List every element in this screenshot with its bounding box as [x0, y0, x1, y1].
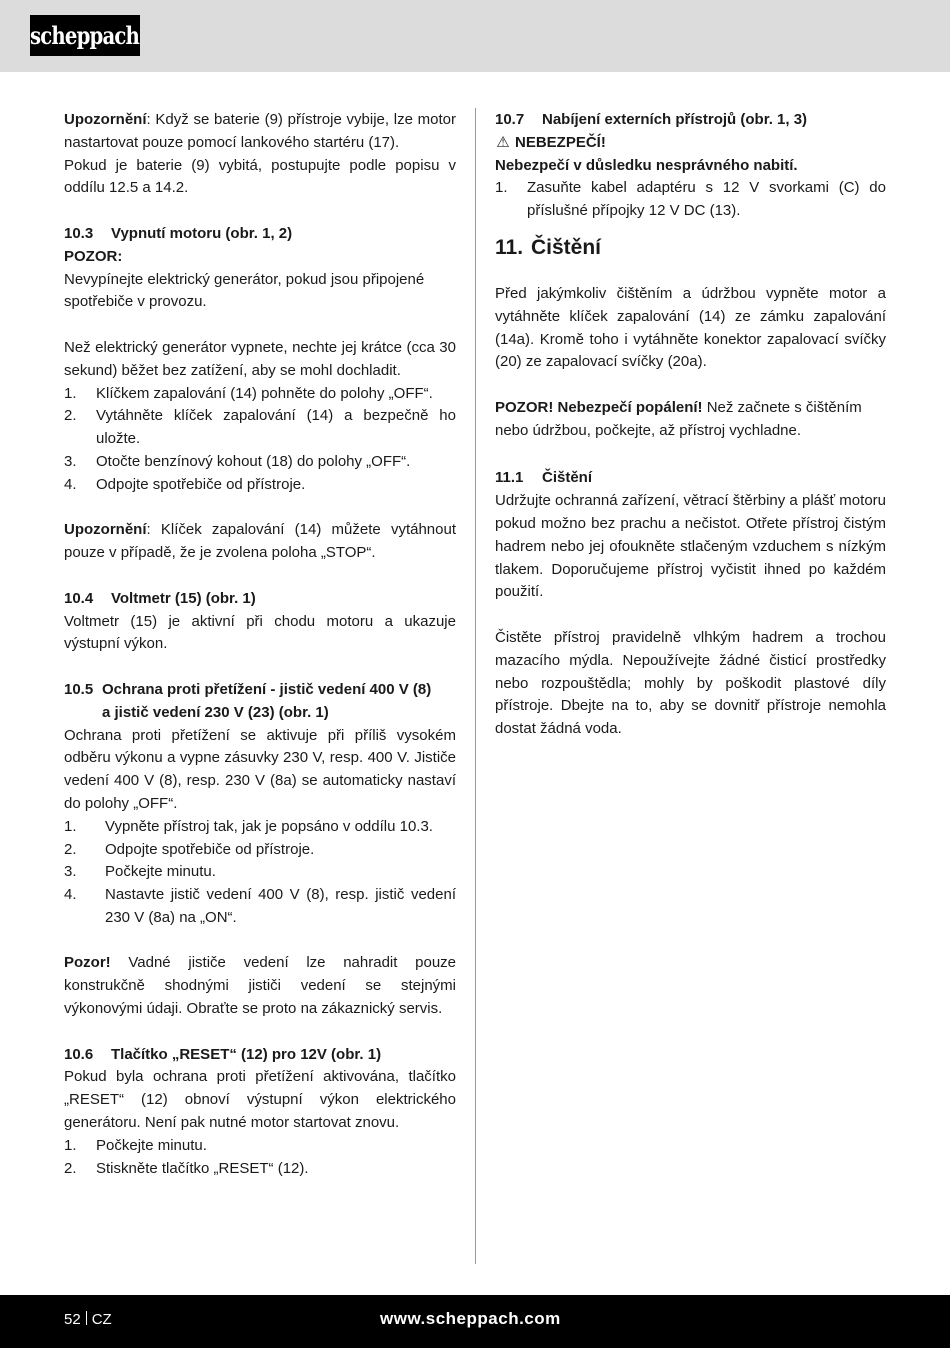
list-item: 1. Vypněte přístroj tak, jak je popsáno v oddílu 10.3.	[64, 817, 433, 835]
logo-text: scheppach	[30, 21, 140, 50]
section-heading-11-1: 11.1 Čištění	[495, 469, 593, 487]
column-divider	[475, 108, 476, 1264]
section-heading-10-5-line2: a jistič vedení 230 V (23) (obr. 1)	[102, 703, 329, 721]
section-heading-10-5: 10.5 Ochrana proti přetížení - jistič vedení 400 V (8)	[64, 680, 432, 698]
list-item: 2. Vytáhněte klíček zapalování (14) a bezpečně ho uložte.	[64, 407, 456, 448]
list-item: 4. Odpojte spotřebiče od přístroje.	[64, 475, 306, 493]
section-heading-10-6: 10.6 Tlačítko „RESET“ (12) pro 12V (obr. 1)	[64, 1045, 382, 1063]
danger-label: ⚠ NEBEZPEČÍ!	[495, 132, 886, 155]
steps-list-10-6	[64, 1135, 456, 1181]
right-column	[495, 109, 886, 741]
caution-burns: POZOR! Nebezpečí popálení! Než začnete s čištěním nebo údržbou, počkejte, až přístroj vychladne.	[495, 398, 862, 439]
section-heading-10-3: 10.3 Vypnutí motoru (obr. 1, 2)	[64, 224, 293, 242]
steps-list-10-7	[495, 177, 886, 223]
left-column	[64, 109, 456, 1180]
list-item: 3. Otočte benzínový kohout (18) do polohy „OFF“.	[64, 452, 411, 470]
paragraph: Než elektrický generátor vypnete, nechte jej krátce (cca 30 sekund) běžet bez zatížení, aby se mohl dochladit.	[64, 338, 456, 379]
list-item: 1. Klíčkem zapalování (14) pohněte do polohy „OFF“.	[64, 384, 433, 402]
steps-list-10-5	[64, 816, 456, 930]
paragraph: Pokud byla ochrana proti přetížení aktivována, tlačítko „RESET“ (12) obnoví výstupní výkon elektrického generátoru. Není pak nutné motor startovat znovu.	[64, 1068, 456, 1132]
paragraph: Udržujte ochranná zařízení, větrací štěrbiny a plášť motoru pokud možno bez prachu a nečistot. Otřete přístroj čistým hadrem nebo jej ofoukněte stlačeným vzduchem s nízkým tlakem. Doporučujeme přístroj vyčistit ihned po každém použití.	[495, 492, 886, 601]
paragraph: Voltmetr (15) je aktivní při chodu motoru a ukazuje výstupní výkon.	[64, 612, 456, 653]
page-header	[0, 0, 950, 72]
list-item: 1. Zasuňte kabel adaptéru s 12 V svorkami (C) do příslušné přípojky 12 V DC (13).	[495, 179, 886, 220]
steps-list-10-3	[64, 383, 456, 497]
list-item: 4. Nastavte jistič vedení 400 V (8), resp. jistič vedení 230 V (8a) na „ON“.	[64, 886, 456, 926]
paragraph: Ochrana proti přetížení se aktivuje při příliš vysokém odběru výkonu a vypne zásuvky 230 V, resp. 400 V. Jističe vedení 400 V (8), resp. 230 V (8a) se automaticky nastaví do polohy „OFF“.	[64, 726, 456, 812]
note-battery-2: Pokud je baterie (9) vybitá, postupujte podle popisu v oddílu 12.5 a 14.2.	[64, 156, 456, 197]
note-battery: Upozornění: Když se baterie (9) přístroje vybije, lze motor nastartovat pouze pomocí lankového startéru (17).	[64, 111, 456, 151]
note-ignition: Upozornění: Klíček zapalování (14) můžete vytáhnout pouze v případě, že je zvolena poloha „STOP“.	[64, 521, 456, 562]
list-item: 1. Počkejte minutu.	[64, 1136, 207, 1154]
section-heading-10-4: 10.4 Voltmetr (15) (obr. 1)	[64, 589, 256, 607]
section-heading-10-7: 10.7 Nabíjení externích přístrojů (obr. 1, 3)	[495, 111, 808, 128]
list-item: 2. Stiskněte tlačítko „RESET“ (12).	[64, 1159, 309, 1177]
warning-triangle-icon: ⚠	[496, 133, 510, 151]
paragraph: Před jakýmkoliv čištěním a údržbou vypněte motor a vytáhněte klíček zapalování (14) ze zámku zapalování (14a). Kromě toho i vytáhněte konektor zapalovací svíčky (20) ze zapalovací svíčky (20a).	[495, 284, 886, 371]
list-item: 3. Počkejte minutu.	[64, 863, 216, 881]
chapter-heading-11: 11. Čištění	[495, 235, 602, 259]
separator	[86, 1311, 87, 1325]
list-item: 2. Odpojte spotřebiče od přístroje.	[64, 840, 315, 858]
page-footer	[0, 1295, 950, 1348]
caution-breakers: Pozor! Vadné jističe vedení lze nahradit pouze konstrukčně shodnými jističi vedení se stejnými výkonovými údaji. Obraťte se proto na zákaznický servis.	[64, 954, 456, 1018]
page-number: 52 CZ	[64, 1311, 112, 1328]
caution-label: POZOR:	[64, 247, 123, 265]
paragraph: Čistěte přístroj pravidelně vlhkým hadrem a trochou mazacího mýdla. Nepoužívejte žádné čisticí prostředky nebo rozpouštědla; mohly by poškodit plastové díly přístroje. Dbejte na to, aby se dovnitř přístroje nemohla dostat žádná voda.	[495, 628, 886, 738]
danger-text: Nebezpečí v důsledku nesprávného nabití.	[495, 156, 798, 174]
website-url: www.scheppach.com	[380, 1309, 561, 1328]
caution-text: Nevypínejte elektrický generátor, pokud jsou připojené spotřebiče v provozu.	[64, 270, 425, 311]
brand-logo	[30, 15, 140, 56]
